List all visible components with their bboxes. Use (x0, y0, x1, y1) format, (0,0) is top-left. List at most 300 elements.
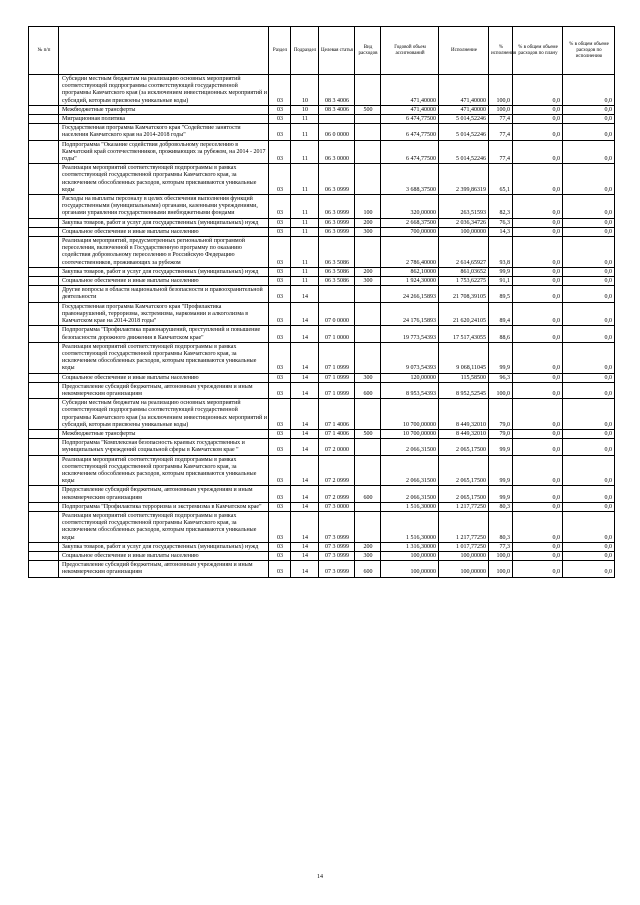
cell-pct-plan: 0,0 (513, 502, 563, 511)
cell-ispolneno: 5 014,52246 (439, 115, 489, 124)
cell-celevaya: 06 3 5086 (319, 277, 355, 286)
cell-podrazdel: 14 (291, 439, 319, 455)
cell-plan: 1 516,30000 (381, 502, 439, 511)
cell-pct-plan: 0,0 (513, 164, 563, 195)
cell-ispolneno: 2 036,34726 (439, 218, 489, 227)
cell-podrazdel: 11 (291, 237, 319, 268)
cell-plan: 700,00000 (381, 227, 439, 236)
cell-pct-fact: 0,0 (563, 105, 615, 114)
table-row (29, 326, 615, 342)
cell-num (29, 277, 59, 286)
cell-vid (355, 399, 381, 430)
cell-podrazdel: 10 (291, 105, 319, 114)
cell-razdel: 03 (269, 115, 291, 124)
table-row (29, 302, 615, 326)
cell-pct-fact: 0,0 (563, 75, 615, 106)
cell-razdel: 03 (269, 326, 291, 342)
cell-vid: 500 (355, 429, 381, 438)
cell-name: Закупка товаров, работ и услуг для государственных (муниципальных) нужд (59, 267, 269, 276)
cell-pct-isp: 100,0 (489, 551, 513, 560)
cell-podrazdel: 11 (291, 277, 319, 286)
cell-pct-isp: 77,4 (489, 124, 513, 140)
cell-celevaya: 07 1 4006 (319, 399, 355, 430)
cell-razdel: 03 (269, 455, 291, 486)
cell-num (29, 237, 59, 268)
cell-pct-isp: 99,9 (489, 486, 513, 502)
cell-podrazdel: 14 (291, 561, 319, 577)
cell-pct-plan: 0,0 (513, 227, 563, 236)
cell-pct-fact: 0,0 (563, 382, 615, 398)
cell-num (29, 439, 59, 455)
cell-razdel: 03 (269, 373, 291, 382)
cell-vid (355, 326, 381, 342)
cell-ispolneno: 5 014,52246 (439, 124, 489, 140)
table-row (29, 439, 615, 455)
cell-pct-plan: 0,0 (513, 429, 563, 438)
cell-vid (355, 124, 381, 140)
cell-ispolneno: 471,40000 (439, 75, 489, 106)
cell-name: Закупка товаров, работ и услуг для государственных (муниципальных) нужд (59, 218, 269, 227)
header-pct-plan: % в общем объеме расходов по плану (513, 27, 563, 75)
table-row (29, 373, 615, 382)
cell-name: Государственная программа Камчатского края "Содействие занятости населения Камчатского края на 2014-2018 годы" (59, 124, 269, 140)
cell-pct-plan: 0,0 (513, 302, 563, 326)
cell-plan: 6 474,77500 (381, 140, 439, 164)
cell-vid: 600 (355, 382, 381, 398)
cell-razdel: 03 (269, 105, 291, 114)
cell-num (29, 124, 59, 140)
cell-vid (355, 455, 381, 486)
cell-ispolneno: 1 217,77250 (439, 502, 489, 511)
cell-pct-plan: 0,0 (513, 124, 563, 140)
cell-podrazdel: 14 (291, 551, 319, 560)
cell-num (29, 105, 59, 114)
cell-ispolneno: 861,03652 (439, 267, 489, 276)
cell-razdel: 03 (269, 551, 291, 560)
cell-name: Реализация мероприятий, предусмотренных региональной программой переселения, включенной в Государственную программу по оказанию содействия добровольному переселению в Российскую Федерацию соотечественников, проживающих за рубежом (59, 237, 269, 268)
cell-pct-plan: 0,0 (513, 542, 563, 551)
cell-podrazdel: 14 (291, 373, 319, 382)
cell-pct-fact: 0,0 (563, 502, 615, 511)
cell-vid (355, 164, 381, 195)
cell-name: Реализация мероприятий соответствующей подпрограммы в рамках соответствующей государственной программы Камчатского края, за исключением обособленных расходов, которым присваиваются уникальные коды (59, 342, 269, 373)
cell-plan: 320,00000 (381, 195, 439, 219)
cell-pct-plan: 0,0 (513, 267, 563, 276)
cell-celevaya: 06 3 5086 (319, 237, 355, 268)
table-row (29, 551, 615, 560)
cell-vid: 600 (355, 561, 381, 577)
cell-name: Миграционная политика (59, 115, 269, 124)
cell-celevaya: 07 2 0000 (319, 439, 355, 455)
table-row (29, 286, 615, 302)
cell-num (29, 429, 59, 438)
cell-plan: 1 516,30000 (381, 511, 439, 542)
cell-razdel: 03 (269, 277, 291, 286)
cell-pct-plan: 0,0 (513, 237, 563, 268)
cell-plan: 6 474,77500 (381, 124, 439, 140)
cell-plan: 3 688,37500 (381, 164, 439, 195)
cell-pct-isp: 65,1 (489, 164, 513, 195)
cell-podrazdel: 11 (291, 164, 319, 195)
cell-ispolneno: 1 217,77250 (439, 511, 489, 542)
cell-pct-plan: 0,0 (513, 218, 563, 227)
cell-ispolneno: 17 517,43055 (439, 326, 489, 342)
cell-num (29, 218, 59, 227)
cell-pct-plan: 0,0 (513, 486, 563, 502)
cell-pct-isp: 93,8 (489, 237, 513, 268)
table-row (29, 542, 615, 551)
cell-pct-fact: 0,0 (563, 115, 615, 124)
cell-podrazdel: 14 (291, 326, 319, 342)
cell-pct-fact: 0,0 (563, 164, 615, 195)
cell-pct-plan: 0,0 (513, 561, 563, 577)
cell-num (29, 551, 59, 560)
cell-pct-fact: 0,0 (563, 542, 615, 551)
cell-celevaya: 06 3 5086 (319, 267, 355, 276)
header-ispolneno: Исполнение (439, 27, 489, 75)
cell-razdel: 03 (269, 439, 291, 455)
cell-pct-isp: 89,5 (489, 286, 513, 302)
cell-razdel: 03 (269, 286, 291, 302)
cell-pct-plan: 0,0 (513, 277, 563, 286)
cell-ispolneno: 471,40000 (439, 105, 489, 114)
cell-razdel: 03 (269, 302, 291, 326)
cell-ispolneno: 100,00000 (439, 561, 489, 577)
cell-pct-isp: 77,3 (489, 542, 513, 551)
table-row (29, 237, 615, 268)
cell-plan: 2 786,40000 (381, 237, 439, 268)
cell-vid (355, 439, 381, 455)
cell-razdel: 03 (269, 124, 291, 140)
cell-name: Подпрограмма "Оказание содействия добровольному переселению в Камчатский край соотечественников, проживающих за рубежом, на 2014 - 2017 годы" (59, 140, 269, 164)
cell-podrazdel: 14 (291, 382, 319, 398)
cell-name: Предоставление субсидий бюджетным, автономным учреждениям и иным некоммерческим организациям (59, 561, 269, 577)
cell-pct-plan: 0,0 (513, 342, 563, 373)
cell-celevaya: 06 3 0999 (319, 164, 355, 195)
table-row (29, 267, 615, 276)
cell-pct-isp: 99,9 (489, 439, 513, 455)
cell-pct-isp: 80,3 (489, 502, 513, 511)
cell-plan: 100,00000 (381, 561, 439, 577)
cell-celevaya: 06 3 0999 (319, 227, 355, 236)
cell-num (29, 267, 59, 276)
cell-num (29, 399, 59, 430)
cell-plan: 2 066,31500 (381, 455, 439, 486)
table-row (29, 511, 615, 542)
cell-name: Субсидии местным бюджетам на реализацию основных мероприятий соответствующей подпрограммы соответствующей государственной программы Камчатского края (за исключением инвестиционных мероприятий и субсидий, которым присвоены уникальные коды) (59, 399, 269, 430)
cell-vid: 300 (355, 227, 381, 236)
table-row (29, 227, 615, 236)
cell-podrazdel: 14 (291, 286, 319, 302)
cell-pct-fact: 0,0 (563, 286, 615, 302)
cell-name: Предоставление субсидий бюджетным, автономным учреждениям и иным некоммерческим организациям (59, 486, 269, 502)
cell-ispolneno: 9 068,11045 (439, 342, 489, 373)
cell-celevaya: 07 2 0999 (319, 486, 355, 502)
cell-name: Подпрограмма "Профилактика правонарушений, преступлений и повышение безопасности дорожного движения в Камчатском крае" (59, 326, 269, 342)
cell-pct-plan: 0,0 (513, 439, 563, 455)
table-row (29, 164, 615, 195)
header-num: № п/п (29, 27, 59, 75)
cell-pct-fact: 0,0 (563, 399, 615, 430)
cell-razdel: 03 (269, 237, 291, 268)
cell-plan: 6 474,77500 (381, 115, 439, 124)
cell-name: Реализация мероприятий соответствующей подпрограммы в рамках соответствующей государственной программы Камчатского края, за исключением обособленных расходов, которым присваиваются уникальные коды (59, 511, 269, 542)
cell-plan: 24 266,15893 (381, 286, 439, 302)
cell-ispolneno: 2 614,65927 (439, 237, 489, 268)
cell-vid (355, 140, 381, 164)
cell-celevaya: 07 1 0999 (319, 373, 355, 382)
cell-num (29, 326, 59, 342)
cell-num (29, 486, 59, 502)
cell-pct-isp: 79,0 (489, 429, 513, 438)
cell-celevaya: 07 3 0999 (319, 561, 355, 577)
cell-ispolneno: 1 017,77250 (439, 542, 489, 551)
cell-name: Подпрограмма "Комплексная безопасность краевых государственных и муниципальных учреждений социальной сферы в Камчатском крае " (59, 439, 269, 455)
cell-name: Государственная программа Камчатского края "Профилактика правонарушений, терроризма, экстремизма, наркомании и алкоголизма в Камчатском крае на 2014-2018 годы" (59, 302, 269, 326)
table-row (29, 140, 615, 164)
cell-num (29, 342, 59, 373)
cell-num (29, 561, 59, 577)
cell-name: Субсидии местным бюджетам на реализацию основных мероприятий соответствующей подпрограммы соответствующей государственной программы Камчатского края (за исключением инвестиционных мероприятий и субсидий, которым присвоены уникальные коды) (59, 75, 269, 106)
cell-vid: 300 (355, 551, 381, 560)
cell-plan: 9 073,54393 (381, 342, 439, 373)
cell-ispolneno: 8 449,32010 (439, 399, 489, 430)
cell-name: Межбюджетные трансферты (59, 429, 269, 438)
cell-razdel: 03 (269, 511, 291, 542)
cell-celevaya: 07 1 0000 (319, 326, 355, 342)
cell-num (29, 373, 59, 382)
cell-razdel: 03 (269, 267, 291, 276)
cell-plan: 862,10000 (381, 267, 439, 276)
table-row (29, 382, 615, 398)
cell-name: Закупка товаров, работ и услуг для государственных (муниципальных) нужд (59, 542, 269, 551)
cell-podrazdel: 11 (291, 124, 319, 140)
table-row (29, 455, 615, 486)
cell-ispolneno: 2 065,17500 (439, 439, 489, 455)
cell-ispolneno: 8 449,32010 (439, 429, 489, 438)
cell-razdel: 03 (269, 342, 291, 373)
cell-pct-isp: 76,3 (489, 218, 513, 227)
cell-razdel: 03 (269, 140, 291, 164)
cell-pct-fact: 0,0 (563, 218, 615, 227)
cell-vid: 300 (355, 277, 381, 286)
cell-razdel: 03 (269, 399, 291, 430)
cell-celevaya: 06 3 0000 (319, 140, 355, 164)
cell-vid: 200 (355, 218, 381, 227)
cell-plan: 19 773,54393 (381, 326, 439, 342)
cell-podrazdel: 14 (291, 429, 319, 438)
table-row (29, 486, 615, 502)
cell-name: Социальное обеспечение и иные выплаты населению (59, 551, 269, 560)
cell-ispolneno: 2 065,17500 (439, 486, 489, 502)
table-row (29, 124, 615, 140)
cell-podrazdel: 11 (291, 267, 319, 276)
table-row (29, 561, 615, 577)
cell-podrazdel: 14 (291, 511, 319, 542)
cell-vid (355, 511, 381, 542)
cell-ispolneno: 21 708,39105 (439, 286, 489, 302)
table-row (29, 429, 615, 438)
table-body (29, 75, 615, 578)
cell-num (29, 75, 59, 106)
cell-name: Межбюджетные трансферты (59, 105, 269, 114)
cell-podrazdel: 14 (291, 542, 319, 551)
cell-pct-plan: 0,0 (513, 511, 563, 542)
cell-pct-isp: 99,9 (489, 342, 513, 373)
cell-ispolneno: 21 620,24105 (439, 302, 489, 326)
cell-plan: 10 700,00000 (381, 429, 439, 438)
cell-pct-fact: 0,0 (563, 455, 615, 486)
cell-vid (355, 237, 381, 268)
cell-name: Реализация мероприятий соответствующей подпрограммы в рамках соответствующей государственной программы Камчатского края, за исключением обособленных расходов, которым присваиваются уникальные коды (59, 164, 269, 195)
cell-pct-fact: 0,0 (563, 124, 615, 140)
cell-pct-fact: 0,0 (563, 302, 615, 326)
cell-celevaya: 07 1 0999 (319, 342, 355, 373)
cell-name: Социальное обеспечение и иные выплаты населению (59, 227, 269, 236)
table-row (29, 115, 615, 124)
cell-ispolneno: 5 014,52246 (439, 140, 489, 164)
cell-razdel: 03 (269, 486, 291, 502)
cell-ispolneno: 2 065,17500 (439, 455, 489, 486)
cell-num (29, 115, 59, 124)
cell-plan: 24 176,15893 (381, 302, 439, 326)
cell-podrazdel: 11 (291, 140, 319, 164)
cell-num (29, 382, 59, 398)
cell-ispolneno: 2 399,86319 (439, 164, 489, 195)
cell-name: Социальное обеспечение и иные выплаты населению (59, 277, 269, 286)
cell-vid: 500 (355, 105, 381, 114)
cell-plan: 100,00000 (381, 551, 439, 560)
cell-vid: 600 (355, 486, 381, 502)
cell-podrazdel: 14 (291, 399, 319, 430)
cell-podrazdel: 10 (291, 75, 319, 106)
cell-vid (355, 286, 381, 302)
cell-vid (355, 115, 381, 124)
cell-plan: 10 700,00000 (381, 399, 439, 430)
cell-plan: 471,40000 (381, 105, 439, 114)
cell-celevaya: 06 3 0999 (319, 218, 355, 227)
cell-pct-plan: 0,0 (513, 382, 563, 398)
cell-name: Подпрограмма "Профилактика терроризма и экстремизма в Камчатском крае" (59, 502, 269, 511)
cell-pct-plan: 0,0 (513, 455, 563, 486)
cell-podrazdel: 11 (291, 115, 319, 124)
cell-num (29, 164, 59, 195)
cell-plan: 471,40000 (381, 75, 439, 106)
cell-celevaya: 07 2 0999 (319, 455, 355, 486)
cell-pct-plan: 0,0 (513, 399, 563, 430)
cell-plan: 120,00000 (381, 373, 439, 382)
cell-celevaya: 07 0 0000 (319, 302, 355, 326)
header-name (59, 27, 269, 75)
cell-pct-plan: 0,0 (513, 105, 563, 114)
cell-celevaya: 06 0 0000 (319, 124, 355, 140)
cell-pct-fact: 0,0 (563, 277, 615, 286)
cell-celevaya: 08 3 4006 (319, 105, 355, 114)
table-row (29, 105, 615, 114)
cell-celevaya: 07 3 0999 (319, 511, 355, 542)
cell-ispolneno: 1 753,62275 (439, 277, 489, 286)
cell-podrazdel: 14 (291, 302, 319, 326)
document-page (28, 26, 614, 578)
cell-name: Расходы на выплаты персоналу в целях обеспечения выполнения функций государственными (муниципальными) органами, казенными учреждениями, органами управления государственными внебюджетными фондами (59, 195, 269, 219)
cell-celevaya: 07 3 0999 (319, 542, 355, 551)
cell-pct-isp: 99,9 (489, 455, 513, 486)
header-podrazdel: Подраздел (291, 27, 319, 75)
cell-pct-isp: 79,0 (489, 399, 513, 430)
cell-razdel: 03 (269, 542, 291, 551)
header-celevaya: Целевая статья (319, 27, 355, 75)
cell-num (29, 140, 59, 164)
cell-num (29, 195, 59, 219)
cell-razdel: 03 (269, 382, 291, 398)
cell-pct-fact: 0,0 (563, 551, 615, 560)
cell-name: Другие вопросы в области национальной безопасности и правоохранительной деятельности (59, 286, 269, 302)
cell-ispolneno: 100,00000 (439, 551, 489, 560)
cell-num (29, 286, 59, 302)
cell-pct-plan: 0,0 (513, 326, 563, 342)
cell-razdel: 03 (269, 218, 291, 227)
table-row (29, 342, 615, 373)
cell-celevaya: 07 3 0999 (319, 551, 355, 560)
cell-vid: 200 (355, 542, 381, 551)
cell-pct-isp: 100,0 (489, 382, 513, 398)
header-razdel: Раздел (269, 27, 291, 75)
cell-pct-isp: 96,3 (489, 373, 513, 382)
cell-pct-fact: 0,0 (563, 429, 615, 438)
cell-pct-isp: 80,3 (489, 511, 513, 542)
cell-vid: 300 (355, 373, 381, 382)
header-vid: Вид расходов (355, 27, 381, 75)
cell-num (29, 302, 59, 326)
cell-ispolneno: 8 952,52545 (439, 382, 489, 398)
table-row (29, 195, 615, 219)
cell-pct-isp: 99,9 (489, 267, 513, 276)
table-row (29, 277, 615, 286)
cell-vid (355, 342, 381, 373)
cell-pct-fact: 0,0 (563, 237, 615, 268)
cell-razdel: 03 (269, 227, 291, 236)
cell-pct-plan: 0,0 (513, 195, 563, 219)
cell-num (29, 227, 59, 236)
cell-pct-isp: 88,6 (489, 326, 513, 342)
cell-pct-fact: 0,0 (563, 195, 615, 219)
cell-plan: 2 066,31500 (381, 439, 439, 455)
cell-podrazdel: 11 (291, 218, 319, 227)
table-row (29, 218, 615, 227)
cell-pct-isp: 89,4 (489, 302, 513, 326)
cell-celevaya (319, 286, 355, 302)
cell-pct-fact: 0,0 (563, 439, 615, 455)
cell-plan: 2 066,31500 (381, 486, 439, 502)
cell-pct-fact: 0,0 (563, 326, 615, 342)
cell-celevaya: 08 3 4006 (319, 75, 355, 106)
cell-pct-plan: 0,0 (513, 551, 563, 560)
cell-pct-plan: 0,0 (513, 140, 563, 164)
cell-plan: 1 316,30000 (381, 542, 439, 551)
cell-plan: 1 924,30000 (381, 277, 439, 286)
cell-name: Предоставление субсидий бюджетным, автономным учреждениям и иным некоммерческим организациям (59, 382, 269, 398)
cell-razdel: 03 (269, 75, 291, 106)
cell-razdel: 03 (269, 502, 291, 511)
cell-podrazdel: 14 (291, 342, 319, 373)
cell-celevaya: 07 3 0000 (319, 502, 355, 511)
cell-celevaya: 07 1 4006 (319, 429, 355, 438)
cell-pct-isp: 14,3 (489, 227, 513, 236)
cell-vid (355, 502, 381, 511)
cell-pct-isp: 100,0 (489, 105, 513, 114)
cell-celevaya: 07 1 0999 (319, 382, 355, 398)
cell-pct-isp: 91,1 (489, 277, 513, 286)
